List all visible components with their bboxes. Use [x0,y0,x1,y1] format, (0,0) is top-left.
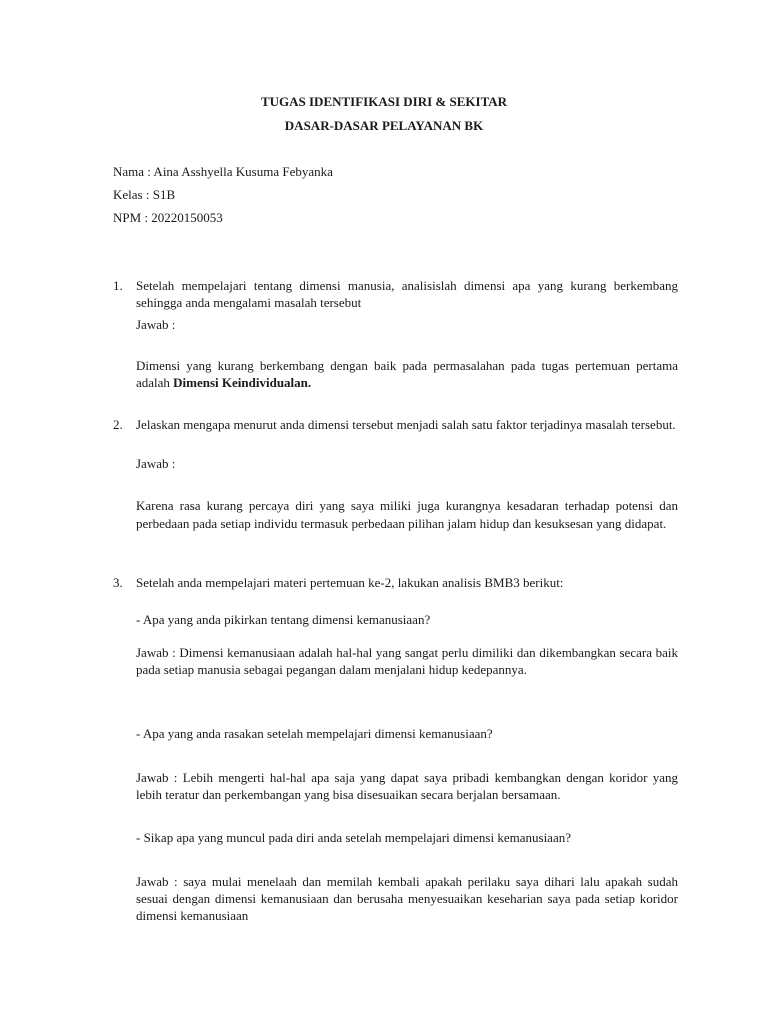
student-class: Kelas : S1B [113,187,176,202]
question-1-text: Setelah mempelajari tentang dimensi manusia, analisislah dimensi apa yang kurang berkembang sehingga anda mengalami masalah tersebut [136,278,678,310]
question-3-sub-1-answer: Jawab : Dimensi kemanusiaan adalah hal-hal yang sangat perlu dimiliki dan dikembangkan secara baik pada setiap manusia sebagai pegangan dalam menjalani hidup kedepannya. [136,645,678,677]
question-1-answer-bold: Dimensi Keindividualan. [173,375,312,390]
title-line-1: TUGAS IDENTIFIKASI DIRI & SEKITAR [260,94,508,109]
question-1-jawab-label: Jawab : [136,317,176,332]
question-3-sub-3-answer: Jawab : saya mulai menelaah dan memilah kembali apakah perilaku saya dihari lalu apakah sudah sesuai dengan dimensi kemanusiaan dan berusaha menyesuaikan keseharian saya pada setiap koridor dimensi kemanusiaan [136,874,678,923]
question-1-answer [136,357,678,391]
question-3-sub-2-question: - Apa yang anda rasakan setelah mempelajari dimensi kemanusiaan? [136,726,493,741]
question-3-number: 3. [113,575,123,590]
student-npm: NPM : 20220150053 [113,210,223,225]
question-2-jawab-label: Jawab : [136,456,176,471]
question-2-number: 2. [113,417,123,432]
student-name: Nama : Aina Asshyella Kusuma Febyanka [113,164,333,179]
question-1-answer-text: Dimensi yang kurang berkembang dengan baik pada permasalahan pada tugas pertemuan pertama adalah [136,358,678,390]
question-3-sub-2-answer: Jawab : Lebih mengerti hal-hal apa saja yang dapat saya pribadi kembangkan dengan koridor yang lebih teratur dan perkembangan yang bisa disesuaikan secara berjalan bersamaan. [136,770,678,802]
question-3-text: Setelah anda mempelajari materi pertemuan ke-2, lakukan analisis BMB3 berikut: [136,575,564,590]
question-3-sub-3-question: - Sikap apa yang muncul pada diri anda setelah mempelajari dimensi kemanusiaan? [136,830,571,845]
question-3-sub-1-question: - Apa yang anda pikirkan tentang dimensi kemanusiaan? [136,612,431,627]
question-2-answer: Karena rasa kurang percaya diri yang saya miliki juga kurangnya kesadaran terhadap potensi dan perbedaan pada setiap individu termasuk perbedaan pilihan jalam hidup dan kesuksesan yang didapat. [136,498,678,531]
title-line-2: DASAR-DASAR PELAYANAN BK [284,118,484,133]
question-2-text: Jelaskan mengapa menurut anda dimensi tersebut menjadi salah satu faktor terjadinya masalah tersebut. [136,417,676,432]
question-1-number: 1. [113,278,123,293]
